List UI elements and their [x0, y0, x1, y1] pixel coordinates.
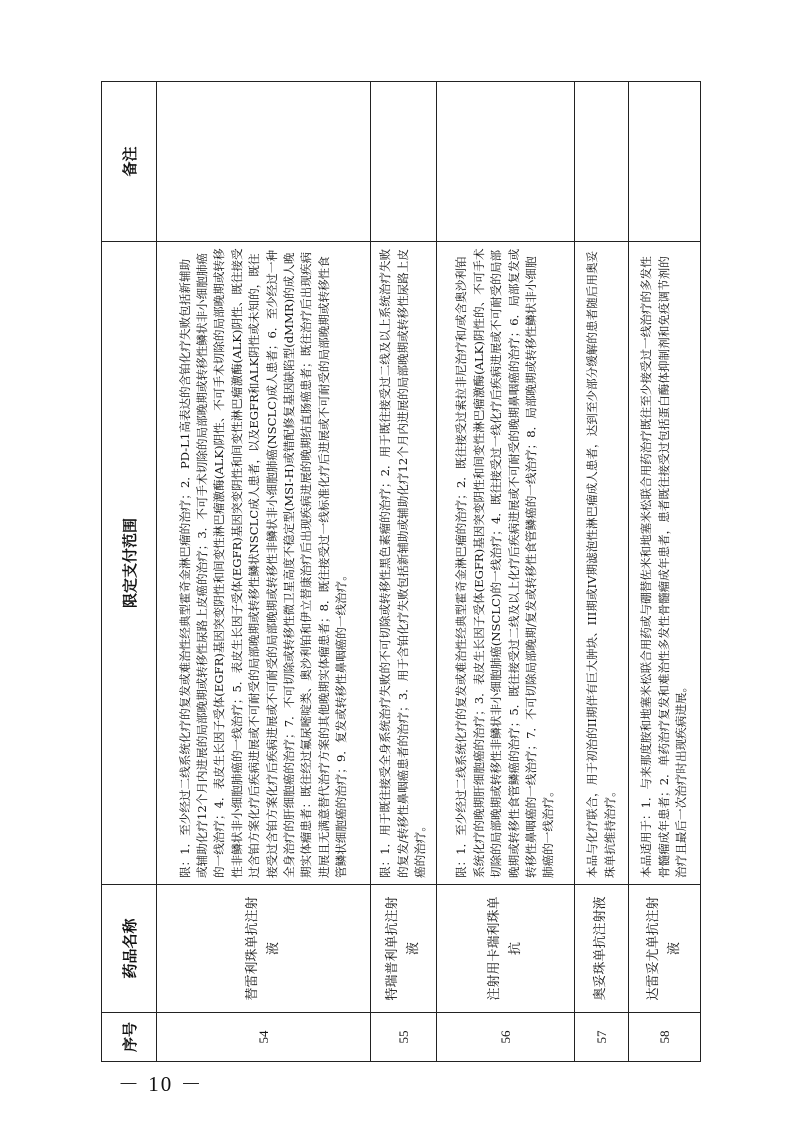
page-number: － 10 －: [118, 1072, 204, 1096]
row-notes: [629, 82, 701, 242]
table-header-row: [102, 82, 157, 1062]
row-seq: 55: [371, 1013, 437, 1062]
table-row: [157, 82, 371, 1062]
row-payment-scope: 本品与化疗联合，用于初治的II期伴有巨大肿块、III期或IV期滤泡性淋巴瘤成人患者，达到至少部分缓解的患者随后用奥妥珠单抗维持治疗。: [575, 242, 629, 885]
drug-payment-table: [101, 81, 701, 1062]
header-notes: 备注: [102, 82, 157, 242]
row-drug-name: 特瑞普利单抗注射液: [371, 885, 437, 1013]
table-row: [437, 82, 575, 1062]
row-notes: [371, 82, 437, 242]
row-drug-name: 注射用卡瑞利珠单抗: [437, 885, 575, 1013]
header-seq: 序号: [102, 1013, 157, 1062]
table-row: [629, 82, 701, 1062]
row-notes: [437, 82, 575, 242]
row-payment-scope: 限：1．至少经过二线系统化疗的复发或难治性经典型霍奇金淋巴瘤的治疗；2．PD-L1高表达的含铂化疗失败包括新辅助或辅助化疗12个月内进展的局部晚期或转移性尿路上皮癌的治疗；3．不可手术切除的局部晚期或转移性鳞状非小细胞肺癌的一线治疗；4．表皮生长因子受体(EGFR)基因突变阴性和间变性淋巴瘤激酶(ALK)阴性、不可手术切除的局部晚期或转移性非鳞状非小细胞肺癌的一线治疗；5．表皮生长因子受体(EGFR)基因突变阴性和间变性淋巴瘤激酶(ALK)阴性、既往接受过含铂方案化疗后疾病进展或不可耐受的局部晚期或转移性鳞状NSCLC成人患者，以及EGFR和ALK阴性或未知的，既往接受过含铂方案化疗后疾病进展或不可耐受的局部晚期或转移性非鳞状非小细胞肺癌(NSCLC)成人患者；6．至少经过一种全身治疗的肝细胞癌的治疗；7．不可切除或转移性微卫星高度不稳定型(MSI-H)或错配修复基因缺陷型(dMMR)的成人晚期实体瘤患者：既往经过氟尿嘧啶类、奥沙利铂和伊立替康治疗后出现疾病进展的晚期结直肠癌患者；既往治疗后出现疾病进展且无满意替代治疗方案的其他晚期实体瘤患者；8．既往接受过一线标准化疗后进展或不可耐受的局部晚期或转移性食管鳞状细胞癌的治疗；9．复发或转移性鼻咽癌的一线治疗。: [157, 242, 371, 885]
row-payment-scope: 限：1．用于既往接受全身系统治疗失败的不可切除或转移性黑色素瘤的治疗；2．用于既往接受过二线及以上系统治疗失败的复发/转移性鼻咽癌患者的治疗；3．用于含铂化疗失败包括新辅助或辅助化疗12个月内进展的局部晚期或转移性尿路上皮癌的治疗。: [371, 242, 437, 885]
header-drug-name: 药品名称: [102, 885, 157, 1013]
row-drug-name: 奥妥珠单抗注射液: [575, 885, 629, 1013]
row-seq: 57: [575, 1013, 629, 1062]
row-seq: 56: [437, 1013, 575, 1062]
row-drug-name: 达雷妥尤单抗注射液: [629, 885, 701, 1013]
row-payment-scope: 本品适用于：1．与来那度胺和地塞米松联合用药或与硼替佐米和地塞米松联合用药治疗既往至少接受过一线治疗的多发性骨髓瘤成年患者；2．单药治疗复发和难治性多发性骨髓瘤成年患者，患者既往接受过包括蛋白酶体抑制剂和免疫调节剂的治疗且最后一次治疗时出现疾病进展。: [629, 242, 701, 885]
table-row: [371, 82, 437, 1062]
row-seq: 54: [157, 1013, 371, 1062]
table-row: [575, 82, 629, 1062]
row-drug-name: 替雷利珠单抗注射液: [157, 885, 371, 1013]
rotated-table-wrapper: [101, 82, 694, 1062]
row-notes: [575, 82, 629, 242]
header-payment-scope: 限定支付范围: [102, 242, 157, 885]
row-notes: [157, 82, 371, 242]
row-payment-scope: 限：1．至少经过二线系统化疗的复发或难治性经典型霍奇金淋巴瘤的治疗；2．既往接受过索拉非尼治疗和/或含奥沙利铂系统化疗的晚期肝细胞癌的治疗；3．表皮生长因子受体(EGFR)基因突变阴性和间变性淋巴瘤激酶(ALK)阴性的、不可手术切除的局部晚期或转移性非鳞状非小细胞肺癌(NSCLC)的一线治疗；4．既往接受过一线化疗后疾病进展或不可耐受的局部晚期或转移性食管鳞癌的治疗；5．既往接受过二线及以上化疗后疾病进展或不可耐受的晚期鼻咽癌的治疗；6．局部复发或转移性鼻咽癌的一线治疗；7．不可切除局部晚期/复发或转移性食管鳞癌的一线治疗；8．局部晚期或转移性鳞状非小细胞肺癌的一线治疗。: [437, 242, 575, 885]
row-seq: 58: [629, 1013, 701, 1062]
